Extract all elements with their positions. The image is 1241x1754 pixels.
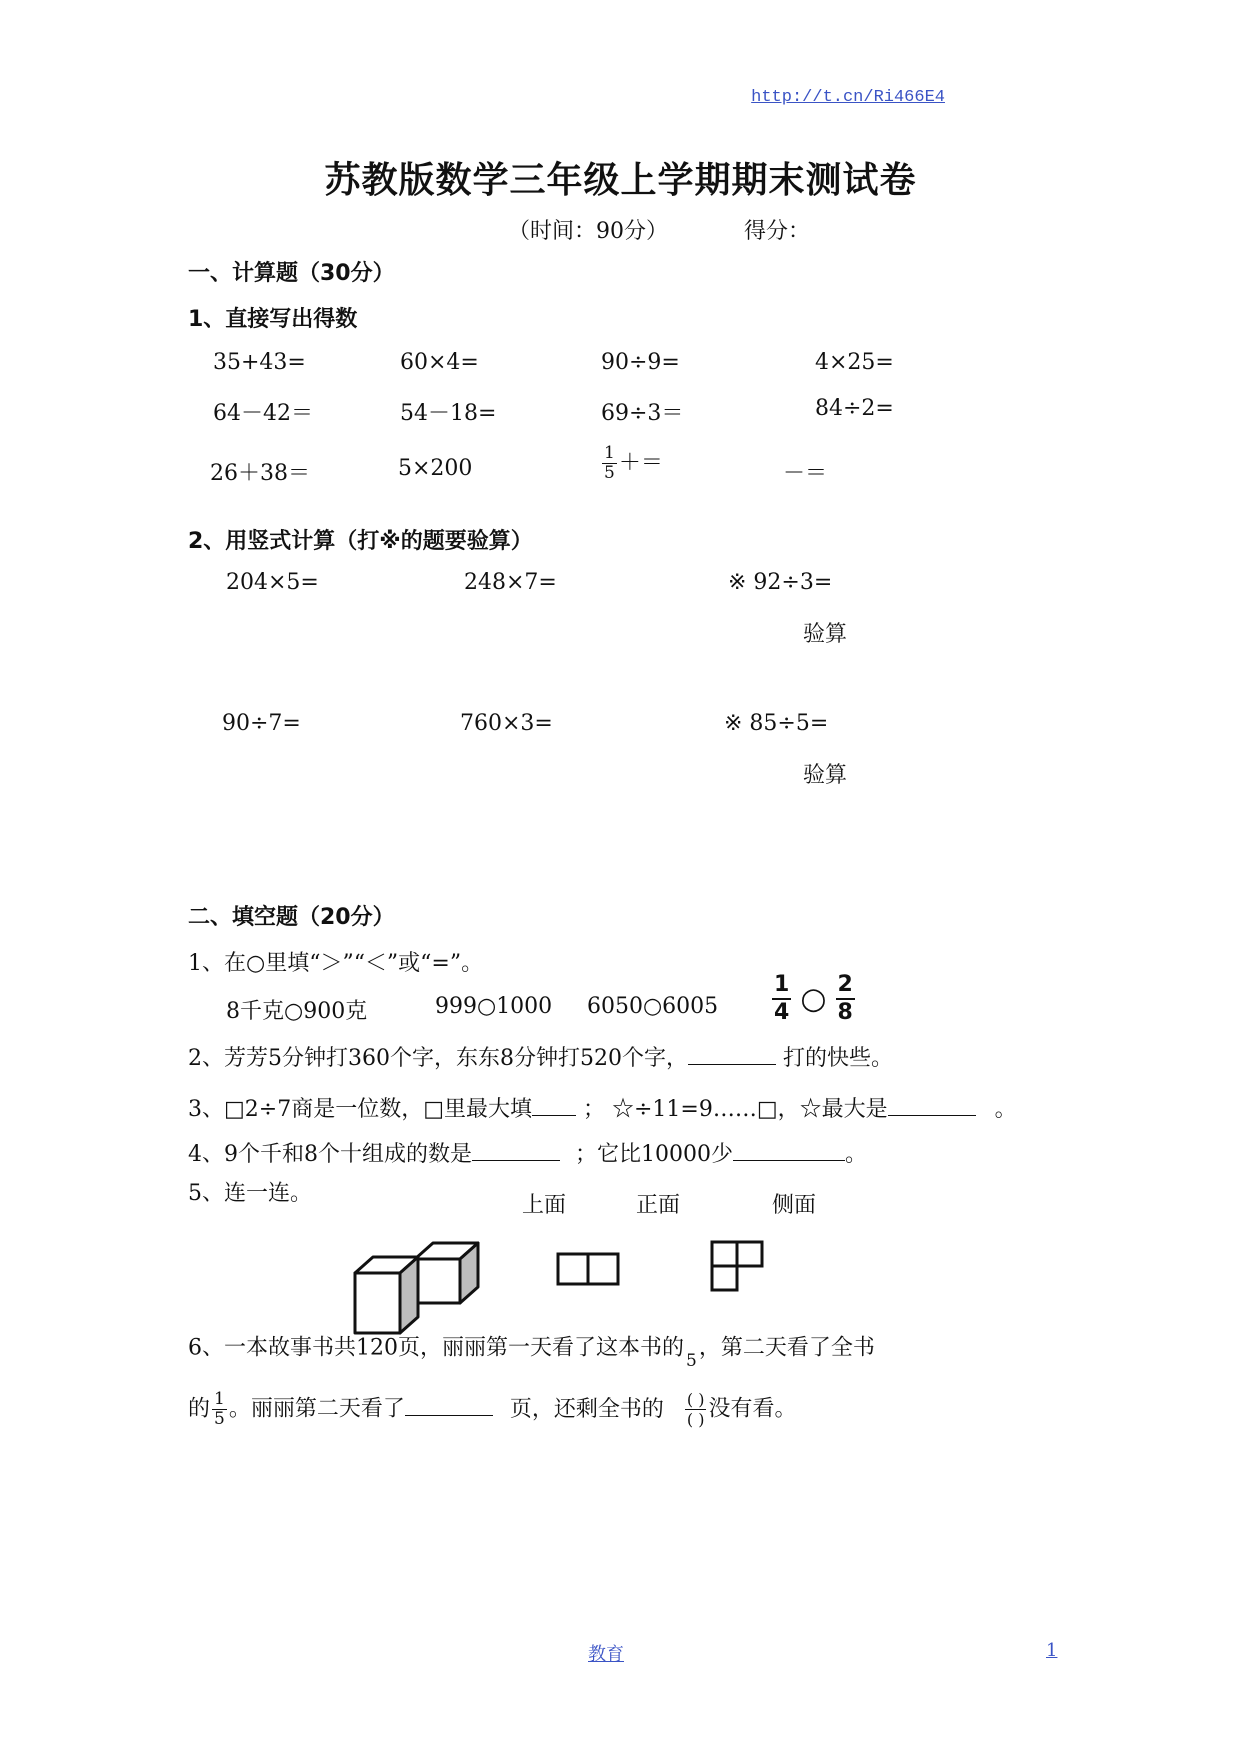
- answer-blank[interactable]: [733, 1140, 845, 1161]
- vertical-calc-item: 204×5=: [226, 570, 319, 595]
- calc-item: 26＋38＝: [210, 461, 310, 486]
- calc-item: 60×4=: [400, 350, 479, 375]
- compare-item: 8千克○900克: [226, 999, 368, 1024]
- calc-item-fraction: $\frac{1}{5}$ ＋＝: [604, 443, 663, 483]
- compare-item: 6050○6005: [587, 994, 719, 1019]
- answer-blank[interactable]: [532, 1095, 576, 1116]
- calc-item: 90÷9=: [601, 350, 680, 375]
- calc-item: 5×200: [398, 456, 473, 481]
- check-label: 验算: [803, 763, 848, 788]
- fill-q1-text: 1、在○里填“＞”“＜”或“=”。: [188, 951, 484, 976]
- answer-blank[interactable]: [405, 1395, 493, 1416]
- view-label-top: 上面: [522, 1193, 567, 1218]
- calc-item: 54－18=: [400, 401, 497, 426]
- score-label: 得分：: [744, 219, 811, 244]
- footer-edu-link[interactable]: 教育: [588, 1644, 624, 1665]
- q2-heading: 2、用竖式计算（打※的题要验算）: [188, 529, 533, 554]
- time-limit: （时间：90分）: [508, 219, 668, 244]
- view-label-front: 正面: [636, 1193, 681, 1218]
- calc-item: 4×25=: [815, 350, 894, 375]
- vertical-calc-item: ※ 92÷3=: [728, 570, 833, 595]
- calc-item: 84÷2=: [815, 396, 894, 421]
- vertical-calc-item: 760×3=: [460, 711, 553, 736]
- answer-blank[interactable]: [472, 1140, 560, 1161]
- side-view-figure: [710, 1240, 770, 1294]
- vertical-calc-item: ※ 85÷5=: [724, 711, 829, 736]
- answer-fraction-blank[interactable]: $\frac{( )}{( )}$: [686, 1390, 705, 1429]
- q1-heading: 1、直接写出得数: [188, 307, 358, 332]
- front-view-figure: [556, 1252, 622, 1288]
- fill-q6-line1: 6、一本故事书共120页，丽丽第一天看了这本书的 5 ，第二天看了全书: [188, 1335, 875, 1371]
- answer-blank[interactable]: [688, 1044, 776, 1065]
- fill-q4-text: 4、9个千和8个十组成的数是 ；它比10000少 。: [188, 1142, 868, 1167]
- compare-item: 999○1000: [435, 994, 553, 1019]
- vertical-calc-item: 248×7=: [464, 570, 557, 595]
- calc-item: －＝: [783, 461, 828, 486]
- header-url-link[interactable]: http://t.cn/Ri466E4: [751, 88, 945, 107]
- cube-stack-figure: [350, 1238, 490, 1338]
- calc-item: 69÷3＝: [601, 401, 684, 426]
- fill-q6-line2: 的 $\frac{1}{5}$ 。丽丽第二天看了 页，还剩全书的 $\frac{( )}{( )}$ 没有看。: [188, 1389, 797, 1429]
- section1-heading: 一、计算题（30分）: [188, 261, 395, 286]
- fill-q3-text: 3、□2÷7商是一位数，□里最大填 ； ☆÷11=9……□，☆最大是 。: [188, 1097, 1017, 1122]
- vertical-calc-item: 90÷7=: [222, 711, 301, 736]
- section2-heading: 二、填空题（20分）: [188, 905, 395, 930]
- fill-q5-text: 5、连一连。: [188, 1181, 312, 1206]
- calc-item: 35+43=: [213, 350, 306, 375]
- calc-item: 64－42＝: [213, 401, 313, 426]
- fill-q2-text: 2、芳芳5分钟打360个字，东东8分钟打520个字， 打的快些。: [188, 1046, 893, 1071]
- page-number: 1: [1046, 1640, 1058, 1661]
- page-title: 苏教版数学三年级上学期期末测试卷: [324, 160, 917, 201]
- answer-blank[interactable]: [888, 1095, 976, 1116]
- view-label-side: 侧面: [772, 1193, 817, 1218]
- compare-fraction-item: $\frac{1}{4}$ ○ $\frac{2}{8}$: [774, 972, 853, 1025]
- check-label: 验算: [803, 622, 848, 647]
